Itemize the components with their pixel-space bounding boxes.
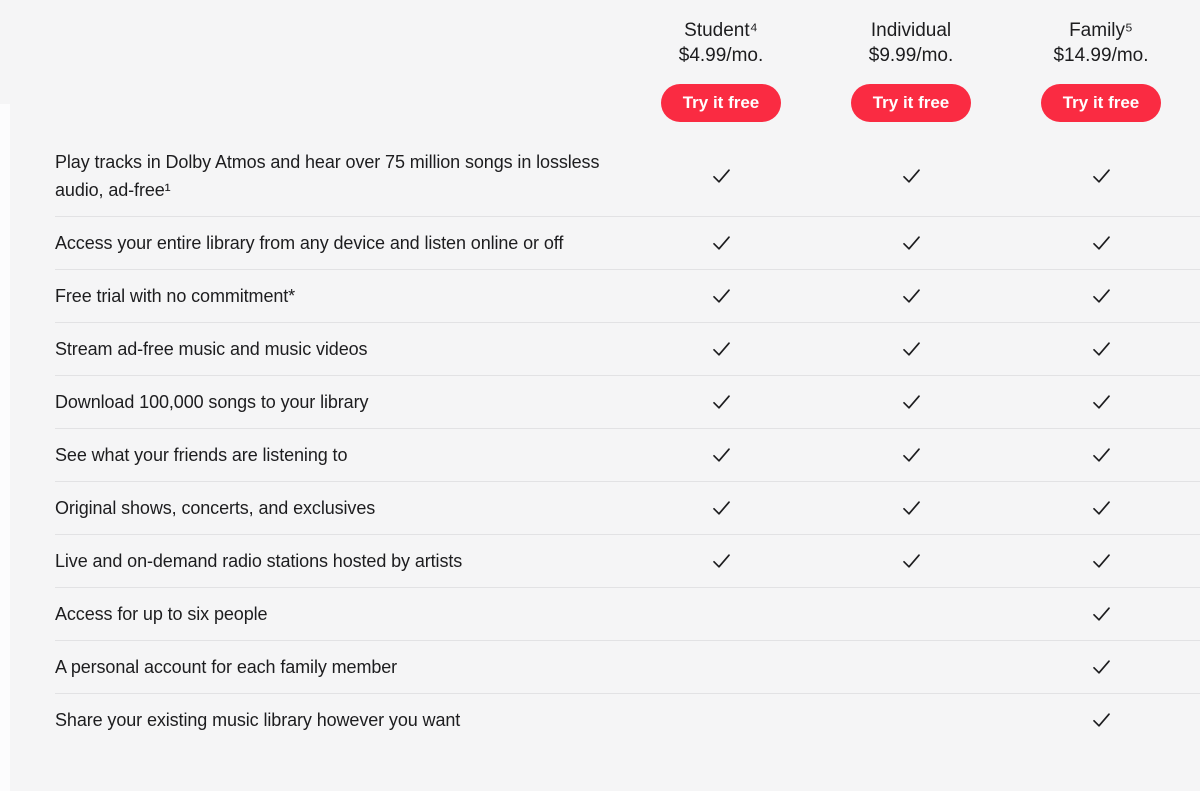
checkmark-icon <box>712 447 731 463</box>
feature-cell <box>55 217 626 269</box>
checkmark-icon <box>712 394 731 410</box>
check-cell <box>626 694 816 746</box>
checkmark-icon <box>712 288 731 304</box>
plan-name: Individual <box>870 20 952 41</box>
check-cell <box>1006 429 1196 481</box>
check-cell <box>816 429 1006 481</box>
check-cell <box>626 136 816 216</box>
feature-label: Original shows, concerts, and exclusives <box>55 498 376 518</box>
checkmark-icon <box>712 341 731 357</box>
checkmark-icon <box>1092 168 1111 184</box>
checkmark-icon <box>1092 235 1111 251</box>
checkmark-icon <box>902 288 921 304</box>
feature-cell <box>55 429 626 481</box>
feature-label: See what your friends are listening to <box>55 445 348 465</box>
checkmark-icon <box>902 394 921 410</box>
feature-cell <box>55 641 626 693</box>
feature-row <box>55 694 1200 746</box>
checkmark-icon <box>712 235 731 251</box>
try-it-free-button[interactable]: Try it free <box>1041 84 1162 122</box>
page-left-edge <box>0 104 10 791</box>
plan-price: $9.99/mo. <box>868 45 954 66</box>
checkmark-icon <box>1092 394 1111 410</box>
plan-price: $4.99/mo. <box>678 45 764 66</box>
check-cell <box>816 641 1006 693</box>
checkmark-icon <box>902 553 921 569</box>
checkmark-icon <box>1092 288 1111 304</box>
plan-name: Student⁴ <box>684 20 758 41</box>
check-cell <box>816 694 1006 746</box>
checkmark-icon <box>712 168 731 184</box>
check-cell <box>626 429 816 481</box>
check-cell <box>1006 136 1196 216</box>
feature-row <box>55 535 1200 588</box>
feature-row <box>55 641 1200 694</box>
feature-cell <box>55 376 626 428</box>
check-cell <box>1006 482 1196 534</box>
checkmark-icon <box>1092 500 1111 516</box>
feature-label: Stream ad-free music and music videos <box>55 339 368 359</box>
checkmark-icon <box>712 500 731 516</box>
checkmark-icon <box>902 341 921 357</box>
plan-column-header <box>1006 18 1196 122</box>
feature-cell <box>55 136 626 216</box>
check-cell <box>816 535 1006 587</box>
feature-row <box>55 217 1200 270</box>
checkmark-icon <box>1092 659 1111 675</box>
checkmark-icon <box>902 168 921 184</box>
checkmark-icon <box>902 235 921 251</box>
plan-price: $14.99/mo. <box>1053 45 1149 66</box>
check-cell <box>1006 694 1196 746</box>
checkmark-icon <box>902 447 921 463</box>
plan-name: Family⁵ <box>1069 20 1133 41</box>
feature-label: Free trial with no commitment* <box>55 286 296 306</box>
check-cell <box>626 641 816 693</box>
try-it-free-button[interactable]: Try it free <box>661 84 782 122</box>
feature-cell <box>55 535 626 587</box>
check-cell <box>626 323 816 375</box>
check-cell <box>626 217 816 269</box>
check-cell <box>1006 535 1196 587</box>
check-cell <box>816 482 1006 534</box>
feature-row <box>55 429 1200 482</box>
check-cell <box>1006 588 1196 640</box>
feature-label: Play tracks in Dolby Atmos and hear over 75 million songs in lossless audio, ad-free¹ <box>55 152 600 200</box>
try-it-free-button[interactable]: Try it free <box>851 84 972 122</box>
feature-cell <box>55 694 626 746</box>
checkmark-icon <box>1092 341 1111 357</box>
checkmark-icon <box>1092 606 1111 622</box>
header-feature-spacer <box>55 18 626 122</box>
feature-row <box>55 376 1200 429</box>
check-cell <box>1006 323 1196 375</box>
feature-cell <box>55 270 626 322</box>
plan-column-header <box>816 18 1006 122</box>
check-cell <box>1006 217 1196 269</box>
plans-header <box>55 0 1200 122</box>
feature-label: Download 100,000 songs to your library <box>55 392 369 412</box>
feature-row <box>55 482 1200 535</box>
feature-row <box>55 323 1200 376</box>
check-cell <box>1006 270 1196 322</box>
checkmark-icon <box>1092 553 1111 569</box>
check-cell <box>816 217 1006 269</box>
check-cell <box>626 535 816 587</box>
feature-label: Share your existing music library however you want <box>55 710 461 730</box>
feature-cell <box>55 482 626 534</box>
check-cell <box>626 482 816 534</box>
checkmark-icon <box>712 553 731 569</box>
check-cell <box>626 376 816 428</box>
feature-cell <box>55 323 626 375</box>
feature-row <box>55 136 1200 217</box>
check-cell <box>816 323 1006 375</box>
check-cell <box>1006 641 1196 693</box>
check-cell <box>816 270 1006 322</box>
feature-label: A personal account for each family member <box>55 657 398 677</box>
check-cell <box>816 376 1006 428</box>
feature-rows <box>0 136 1200 746</box>
check-cell <box>626 270 816 322</box>
checkmark-icon <box>902 500 921 516</box>
check-cell <box>816 136 1006 216</box>
checkmark-icon <box>1092 447 1111 463</box>
check-cell <box>626 588 816 640</box>
feature-label: Access your entire library from any device and listen online or off <box>55 233 564 253</box>
check-cell <box>1006 376 1196 428</box>
checkmark-icon <box>1092 712 1111 728</box>
feature-cell <box>55 588 626 640</box>
feature-row <box>55 270 1200 323</box>
plan-column-header <box>626 18 816 122</box>
feature-label: Access for up to six people <box>55 604 268 624</box>
feature-label: Live and on-demand radio stations hosted by artists <box>55 551 463 571</box>
check-cell <box>816 588 1006 640</box>
feature-row <box>55 588 1200 641</box>
